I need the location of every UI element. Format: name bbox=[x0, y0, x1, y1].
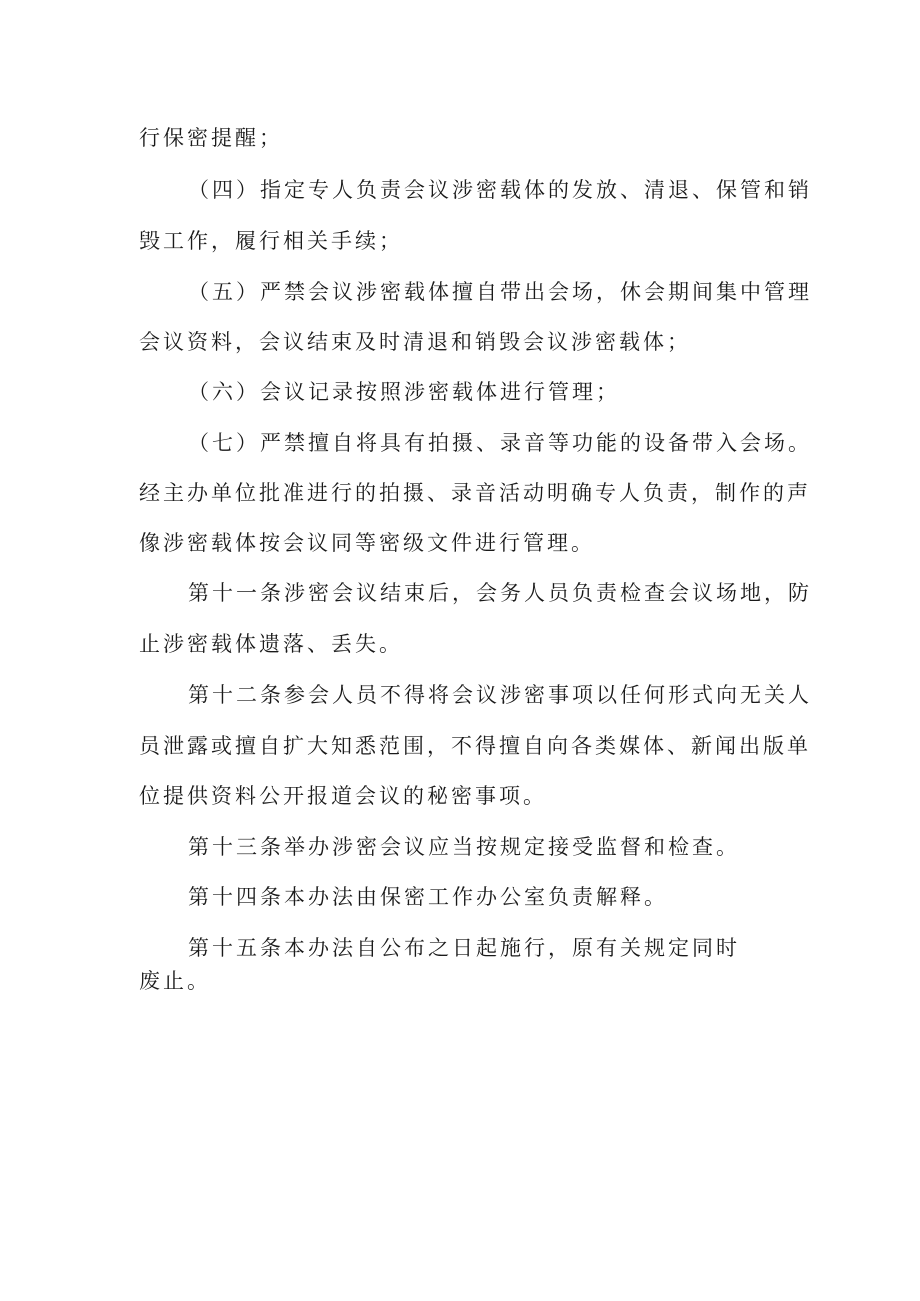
article-15-line-1: 第十五条本办法自公布之日起施行，原有关规定同时 bbox=[188, 936, 740, 960]
clause-7-line-2: 经主办单位批准进行的拍摄、录音活动明确专人负责，制作的声 bbox=[139, 481, 811, 505]
text-line: 行保密提醒； bbox=[139, 126, 283, 150]
article-12-line-1: 第十二条参会人员不得将会议涉密事项以任何形式向无关人 bbox=[188, 683, 812, 707]
clause-7-line-1: （七）严禁擅自将具有拍摄、录音等功能的设备带入会场。 bbox=[188, 431, 812, 455]
clause-7-line-3: 像涉密载体按会议同等密级文件进行管理。 bbox=[139, 531, 595, 555]
clause-5-line-2: 会议资料，会议结束及时清退和销毁会议涉密载体； bbox=[139, 330, 691, 354]
article-13-line-1: 第十三条举办涉密会议应当按规定接受监督和检查。 bbox=[188, 835, 740, 859]
clause-6-line-1: （六）会议记录按照涉密载体进行管理； bbox=[188, 380, 620, 404]
clause-4-line-1: （四）指定专人负责会议涉密载体的发放、清退、保管和销 bbox=[188, 178, 812, 202]
article-12-line-2: 员泄露或擅自扩大知悉范围，不得擅自向各类媒体、新闻出版单 bbox=[139, 734, 811, 758]
article-12-line-3: 位提供资料公开报道会议的秘密事项。 bbox=[139, 784, 547, 808]
article-14-line-1: 第十四条本办法由保密工作办公室负责解释。 bbox=[188, 885, 668, 909]
clause-4-line-2: 毁工作，履行相关手续； bbox=[139, 229, 403, 253]
article-15-line-2: 废止。 bbox=[139, 969, 211, 993]
clause-5-line-1: （五）严禁会议涉密载体擅自带出会场，休会期间集中管理 bbox=[188, 280, 812, 304]
article-11-line-2: 止涉密载体遗落、丢失。 bbox=[139, 632, 403, 656]
article-11-line-1: 第十一条涉密会议结束后，会务人员负责检查会议场地，防 bbox=[188, 581, 812, 605]
